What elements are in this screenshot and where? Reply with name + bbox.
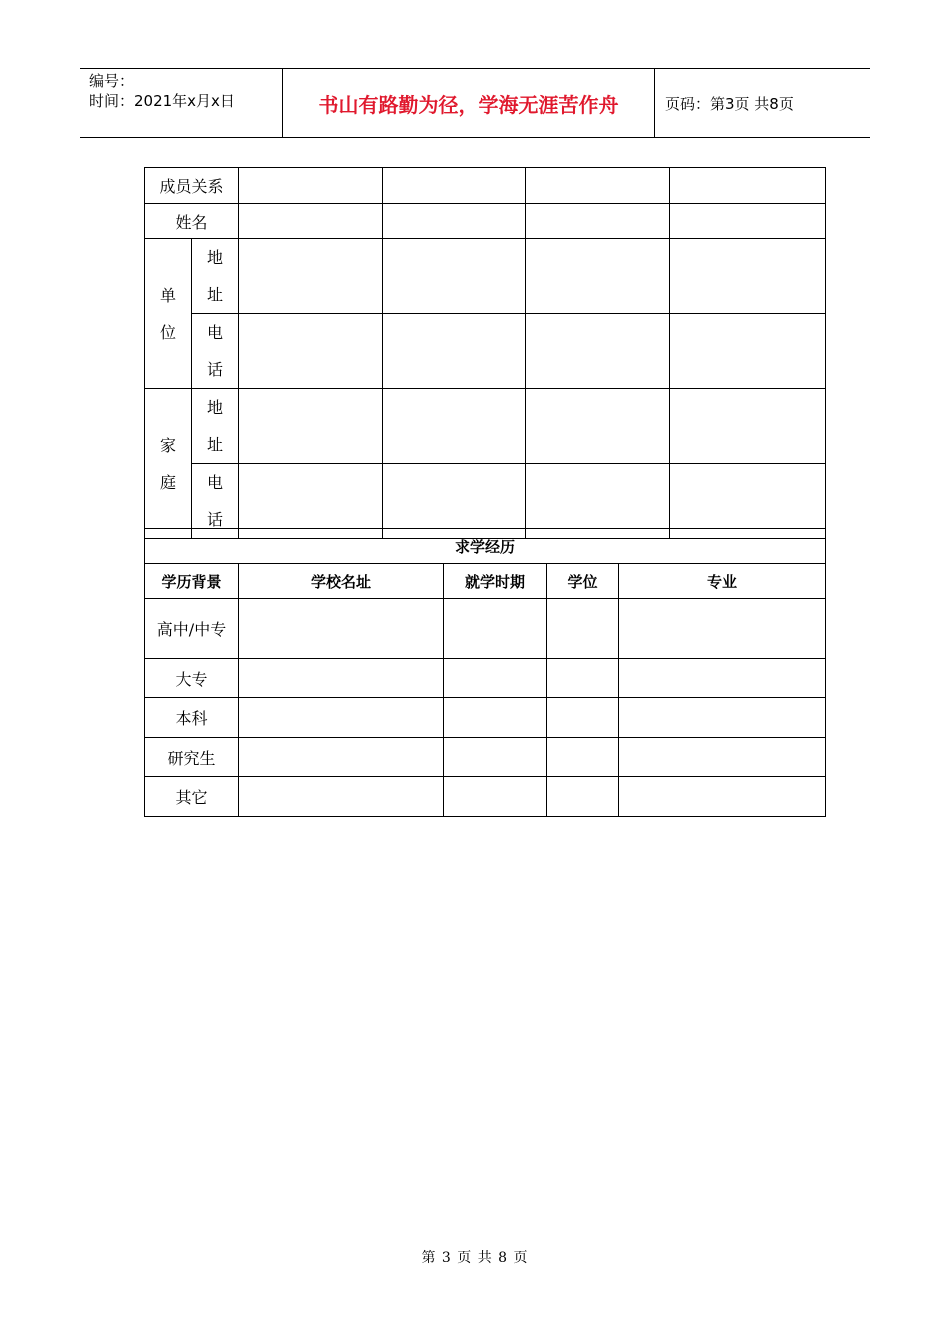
input-cell[interactable]: [670, 389, 826, 464]
home-address-label: [192, 389, 239, 464]
column-header: 专业: [619, 564, 826, 599]
input-cell[interactable]: [239, 738, 444, 777]
input-cell[interactable]: [383, 314, 526, 389]
input-cell[interactable]: [239, 599, 444, 659]
unit-phone-label: [192, 314, 239, 389]
input-cell[interactable]: [670, 168, 826, 204]
family-members-table: [144, 167, 826, 539]
input-cell[interactable]: [526, 204, 670, 239]
input-cell[interactable]: [526, 239, 670, 314]
home-label: [145, 389, 192, 539]
input-cell[interactable]: [619, 659, 826, 698]
input-cell[interactable]: [239, 389, 383, 464]
table-row: [145, 738, 826, 777]
row-label: 研究生: [145, 738, 239, 777]
column-header: 学校名址: [239, 564, 444, 599]
page-footer: 第 3 页 共 8 页: [421, 1250, 529, 1266]
education-title: 求学经历: [145, 529, 826, 564]
member-relation-label: 成员关系: [145, 168, 239, 204]
column-header: 学位: [547, 564, 619, 599]
input-cell[interactable]: [383, 204, 526, 239]
page-header: [80, 68, 870, 138]
input-cell[interactable]: [383, 239, 526, 314]
header-left: [80, 69, 282, 137]
row-label: 其它: [145, 777, 239, 817]
motto: 书山有路勤为径，学海无涯苦作舟: [282, 69, 655, 137]
table-row: [145, 389, 826, 464]
work-unit-label: [145, 239, 192, 389]
input-cell[interactable]: [239, 239, 383, 314]
education-table: [144, 528, 826, 817]
input-cell[interactable]: [547, 659, 619, 698]
row-label: 高中/中专: [145, 599, 239, 659]
unit-address-label: [192, 239, 239, 314]
input-cell[interactable]: [526, 314, 670, 389]
input-cell[interactable]: [239, 659, 444, 698]
column-header: 就学时期: [444, 564, 547, 599]
phone-char-2: 话: [207, 510, 224, 529]
input-cell[interactable]: [239, 204, 383, 239]
home-char-2: 庭: [159, 472, 176, 492]
input-cell[interactable]: [383, 168, 526, 204]
name-label: 姓名: [145, 204, 239, 239]
input-cell[interactable]: [526, 389, 670, 464]
table-row: [145, 777, 826, 817]
work-unit-char-1: 单: [159, 285, 176, 305]
input-cell[interactable]: [444, 738, 547, 777]
table-row: [145, 314, 826, 389]
phone-char-1: 电: [207, 473, 224, 492]
input-cell[interactable]: [547, 777, 619, 817]
input-cell[interactable]: [239, 777, 444, 817]
input-cell[interactable]: [444, 599, 547, 659]
input-cell[interactable]: [547, 738, 619, 777]
phone-char-2: 话: [207, 360, 224, 379]
input-cell[interactable]: [670, 204, 826, 239]
home-char-1: 家: [159, 435, 176, 455]
input-cell[interactable]: [444, 698, 547, 738]
input-cell[interactable]: [547, 599, 619, 659]
address-char-2: 址: [207, 435, 224, 454]
work-unit-char-2: 位: [159, 322, 176, 342]
input-cell[interactable]: [619, 599, 826, 659]
table-header-row: [145, 564, 826, 599]
input-cell[interactable]: [239, 698, 444, 738]
input-cell[interactable]: [526, 168, 670, 204]
table-row: [145, 529, 826, 564]
page-info: 页码：第3页 共8页: [665, 94, 794, 113]
row-label: 本科: [145, 698, 239, 738]
table-row: [145, 698, 826, 738]
input-cell[interactable]: [670, 239, 826, 314]
address-char-2: 址: [207, 285, 224, 304]
number-label: 编号：: [89, 72, 135, 90]
input-cell[interactable]: [547, 698, 619, 738]
column-header: 学历背景: [145, 564, 239, 599]
input-cell[interactable]: [619, 698, 826, 738]
input-cell[interactable]: [670, 314, 826, 389]
input-cell[interactable]: [444, 659, 547, 698]
table-row: [145, 659, 826, 698]
input-cell[interactable]: [444, 777, 547, 817]
input-cell[interactable]: [383, 389, 526, 464]
input-cell[interactable]: [619, 738, 826, 777]
row-label: 大专: [145, 659, 239, 698]
input-cell[interactable]: [619, 777, 826, 817]
address-char-1: 地: [207, 248, 224, 267]
input-cell[interactable]: [239, 168, 383, 204]
table-row: [145, 168, 826, 204]
table-row: [145, 599, 826, 659]
time-label: 时间：2021年x月x日: [89, 92, 235, 110]
phone-char-1: 电: [207, 323, 224, 342]
table-row: [145, 239, 826, 314]
input-cell[interactable]: [239, 314, 383, 389]
table-row: [145, 204, 826, 239]
address-char-1: 地: [207, 398, 224, 417]
